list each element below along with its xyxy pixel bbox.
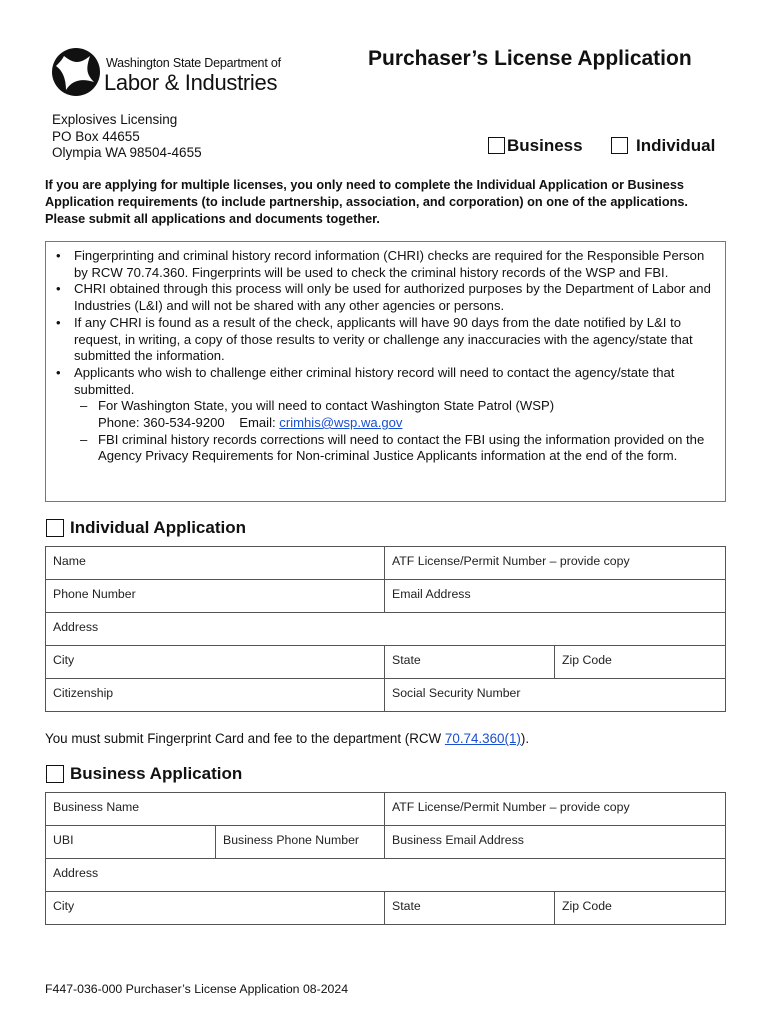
rcw-link[interactable]: 70.74.360(1) — [444, 731, 521, 746]
address-line-2: PO Box 44655 — [52, 128, 140, 144]
fee-notice-end: ). — [520, 731, 530, 746]
business-application-table — [45, 792, 726, 925]
field-label: ATF License/Permit Number – provide copy — [392, 554, 630, 568]
individual-atf-field[interactable] — [385, 547, 726, 580]
business-phone-field[interactable] — [216, 826, 385, 859]
individual-address-field[interactable] — [46, 613, 726, 646]
business-city-field[interactable] — [46, 892, 385, 925]
field-label: State — [392, 653, 421, 667]
agency-logo-icon — [50, 46, 102, 98]
individual-application-title: Individual Application — [70, 518, 246, 537]
field-label: Email Address — [392, 587, 471, 601]
wsp-phone: Phone: 360-534-9200 — [98, 415, 225, 431]
form-footer: F447-036-000 Purchaser’s License Application 08-2024 — [45, 982, 349, 996]
field-label: State — [392, 899, 421, 913]
info-sub-item-wsp — [54, 398, 717, 431]
field-label: Address — [53, 620, 99, 634]
fee-notice-text: You must submit Fingerprint Card and fee to the department (RCW — [45, 731, 445, 746]
individual-application-table — [45, 546, 726, 712]
info-bullet-2: • CHRI obtained through this process will only be used for authorized purposes by the Department of Labor and Industries (L&I) and will not be shared with any other agencies or persons. — [54, 281, 717, 314]
info-bullet-1: • Fingerprinting and criminal history record information (CHRI) checks are required for the Responsible Person by RCW 70.74.360. Fingerprints will be used to check the criminal history records of the WSP and FBI. — [54, 248, 717, 281]
info-sub-item-fbi: – FBI criminal history records corrections will need to contact the FBI using the information provided on the Agency Privacy Requirements for Non-criminal Justice Applicants information at the end of the form. — [54, 432, 717, 465]
business-email-field[interactable] — [385, 826, 726, 859]
multiple-licenses-notice: If you are applying for multiple licenses, you only need to complete the Individual Application or Business Application requirements (to include partnership, association, and corporation) on one of the applications. Please submit all applications and documents together. — [45, 178, 688, 226]
business-application-title: Business Application — [70, 764, 243, 783]
field-label: Business Name — [53, 800, 140, 814]
individual-citizenship-field[interactable] — [46, 679, 385, 712]
individual-ssn-field[interactable] — [385, 679, 726, 712]
field-label: City — [53, 653, 75, 667]
field-label: ATF License/Permit Number – provide copy — [392, 800, 630, 814]
individual-checkbox[interactable] — [611, 137, 628, 154]
wsp-email-label: Email: — [239, 415, 276, 431]
field-label: Zip Code — [562, 899, 612, 913]
field-label: Phone Number — [53, 587, 136, 601]
agency-name-line1: Washington State Department of — [106, 56, 281, 70]
business-atf-field[interactable] — [385, 793, 726, 826]
field-label: City — [53, 899, 75, 913]
wsp-contact-line — [98, 415, 717, 432]
field-label: Business Email Address — [392, 833, 524, 847]
address-line-3: Olympia WA 98504-4655 — [52, 145, 202, 160]
wsp-contact-text: – For Washington State, you will need to contact Washington State Patrol (WSP) — [98, 398, 555, 414]
individual-email-field[interactable] — [385, 580, 726, 613]
individual-checkbox-label: Individual — [636, 136, 716, 155]
business-state-field[interactable] — [385, 892, 555, 925]
business-application-checkbox[interactable] — [46, 765, 64, 783]
business-checkbox-label: Business — [507, 136, 583, 155]
info-bullet-3: • If any CHRI is found as a result of the check, applicants will have 90 days from the date notified by L&I to request, in writing, a copy of those results to verity or challenge any inaccuracies with the agency/state that submitted the information. — [54, 315, 717, 365]
individual-name-field[interactable] — [46, 547, 385, 580]
address-line-1: Explosives Licensing — [52, 112, 178, 127]
individual-phone-field[interactable] — [46, 580, 385, 613]
mailing-address — [52, 112, 202, 162]
business-name-field[interactable] — [46, 793, 385, 826]
field-label: UBI — [53, 833, 74, 847]
field-label: Social Security Number — [392, 686, 521, 700]
field-label: Business Phone Number — [223, 833, 360, 847]
business-address-field[interactable] — [46, 859, 726, 892]
field-label: Name — [53, 554, 86, 568]
field-label: Zip Code — [562, 653, 612, 667]
info-bullet-4: • Applicants who wish to challenge either criminal history record will need to contact the agency/state that submitted. — [54, 365, 717, 398]
individual-state-field[interactable] — [385, 646, 555, 679]
business-zip-field[interactable] — [555, 892, 726, 925]
business-ubi-field[interactable] — [46, 826, 216, 859]
field-label: Citizenship — [53, 686, 114, 700]
individual-zip-field[interactable] — [555, 646, 726, 679]
agency-name-line2: Labor & Industries — [104, 70, 278, 95]
page-title: Purchaser’s License Application — [368, 47, 692, 70]
wsp-email-link[interactable]: crimhis@wsp.wa.gov — [279, 415, 403, 431]
field-label: Address — [53, 866, 99, 880]
fingerprint-fee-notice — [45, 731, 529, 746]
individual-city-field[interactable] — [46, 646, 385, 679]
chri-info-box — [45, 241, 726, 502]
individual-application-checkbox[interactable] — [46, 519, 64, 537]
business-checkbox[interactable] — [488, 137, 505, 154]
